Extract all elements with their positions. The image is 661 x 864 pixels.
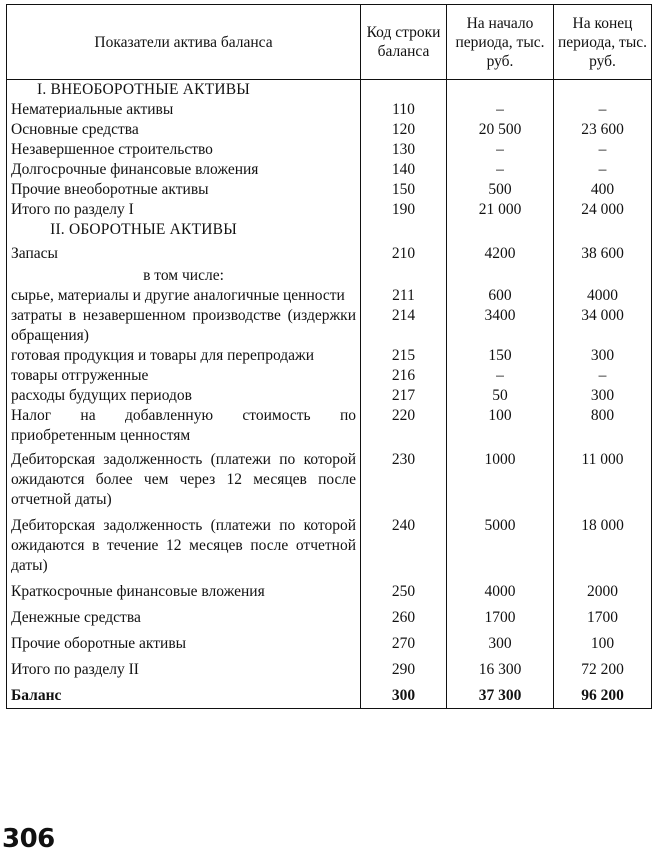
section-title: II. ОБОРОТНЫЕ АКТИВЫ bbox=[7, 220, 361, 240]
row-end: 11 000 bbox=[554, 446, 652, 512]
row-name: Прочие внеоборотные активы bbox=[7, 180, 361, 200]
table-row bbox=[7, 286, 652, 306]
row-name: Запасы bbox=[7, 240, 361, 266]
row-name: Долгосрочные финансовые вложения bbox=[7, 160, 361, 180]
table-row bbox=[7, 406, 652, 446]
table-row bbox=[7, 446, 652, 512]
row-start: – bbox=[447, 160, 554, 180]
row-end: – bbox=[554, 100, 652, 120]
row-start: 21 000 bbox=[447, 200, 554, 220]
table-row bbox=[7, 366, 652, 386]
row-name: Незавершенное строительство bbox=[7, 140, 361, 160]
row-name: Дебиторская задолженность (платежи по которой ожидаются более чем через 12 месяцев после отчетной даты) bbox=[7, 446, 361, 512]
table-row bbox=[7, 604, 652, 630]
row-name: Итого по разделу I bbox=[7, 200, 361, 220]
row-end: 300 bbox=[554, 346, 652, 366]
row-start: 600 bbox=[447, 286, 554, 306]
section-row bbox=[7, 220, 652, 240]
row-name: Баланс bbox=[7, 682, 361, 709]
table-header-row bbox=[7, 5, 652, 80]
row-name: готовая продукция и товары для перепродажи bbox=[7, 346, 361, 366]
table-row bbox=[7, 200, 652, 220]
row-start: 100 bbox=[447, 406, 554, 446]
row-code: 216 bbox=[361, 366, 447, 386]
row-end: 1700 bbox=[554, 604, 652, 630]
table-row bbox=[7, 578, 652, 604]
balance-asset-table bbox=[6, 4, 652, 709]
row-start: 500 bbox=[447, 180, 554, 200]
row-end: – bbox=[554, 160, 652, 180]
row-code: 211 bbox=[361, 286, 447, 306]
subsection-row bbox=[7, 266, 652, 286]
row-code: 110 bbox=[361, 100, 447, 120]
row-start: 1000 bbox=[447, 446, 554, 512]
row-start: 16 300 bbox=[447, 656, 554, 682]
row-name: Налог на добавленную стоимость по приобретенным ценностям bbox=[7, 406, 361, 446]
row-start: 50 bbox=[447, 386, 554, 406]
table-row bbox=[7, 160, 652, 180]
row-code: 214 bbox=[361, 306, 447, 346]
table-row bbox=[7, 140, 652, 160]
row-end: 34 000 bbox=[554, 306, 652, 346]
row-name: Основные средства bbox=[7, 120, 361, 140]
row-name: сырье, материалы и другие аналогичные ценности bbox=[7, 286, 361, 306]
header-code: Код строки баланса bbox=[361, 5, 447, 80]
row-end: 96 200 bbox=[554, 682, 652, 709]
row-end: 18 000 bbox=[554, 512, 652, 578]
table-row bbox=[7, 386, 652, 406]
row-code: 250 bbox=[361, 578, 447, 604]
section-title: I. ВНЕОБОРОТНЫЕ АКТИВЫ bbox=[7, 80, 361, 101]
row-name: Итого по разделу II bbox=[7, 656, 361, 682]
row-code: 230 bbox=[361, 446, 447, 512]
table-row bbox=[7, 120, 652, 140]
row-end: 23 600 bbox=[554, 120, 652, 140]
page-number: 306 bbox=[2, 824, 55, 854]
table-row-total bbox=[7, 682, 652, 709]
row-end: 24 000 bbox=[554, 200, 652, 220]
row-start: – bbox=[447, 100, 554, 120]
section-row bbox=[7, 80, 652, 101]
row-code: 150 bbox=[361, 180, 447, 200]
row-name: Денежные средства bbox=[7, 604, 361, 630]
row-code: 130 bbox=[361, 140, 447, 160]
row-end: 100 bbox=[554, 630, 652, 656]
row-start: – bbox=[447, 366, 554, 386]
table-row bbox=[7, 630, 652, 656]
row-start: 3400 bbox=[447, 306, 554, 346]
table-row bbox=[7, 656, 652, 682]
row-start: 150 bbox=[447, 346, 554, 366]
header-end: На конец периода, тыс. руб. bbox=[554, 5, 652, 80]
table-row bbox=[7, 346, 652, 366]
row-code: 140 bbox=[361, 160, 447, 180]
row-name: Краткосрочные финансовые вложения bbox=[7, 578, 361, 604]
table-row bbox=[7, 240, 652, 266]
row-name: расходы будущих периодов bbox=[7, 386, 361, 406]
row-start: 5000 bbox=[447, 512, 554, 578]
row-name: Прочие оборотные активы bbox=[7, 630, 361, 656]
row-start: 20 500 bbox=[447, 120, 554, 140]
header-name: Показатели актива баланса bbox=[7, 5, 361, 80]
row-code: 120 bbox=[361, 120, 447, 140]
row-start: 300 bbox=[447, 630, 554, 656]
row-name: Нематериальные активы bbox=[7, 100, 361, 120]
row-code: 260 bbox=[361, 604, 447, 630]
row-start: 1700 bbox=[447, 604, 554, 630]
table-row bbox=[7, 512, 652, 578]
row-end: 38 600 bbox=[554, 240, 652, 266]
row-code: 290 bbox=[361, 656, 447, 682]
row-code: 220 bbox=[361, 406, 447, 446]
row-end: 400 bbox=[554, 180, 652, 200]
row-code: 240 bbox=[361, 512, 447, 578]
row-end: 800 bbox=[554, 406, 652, 446]
table-row bbox=[7, 306, 652, 346]
row-start: 4000 bbox=[447, 578, 554, 604]
row-start: 37 300 bbox=[447, 682, 554, 709]
row-end: 300 bbox=[554, 386, 652, 406]
row-end: 2000 bbox=[554, 578, 652, 604]
row-code: 300 bbox=[361, 682, 447, 709]
row-name: затраты в незавершенном производстве (издержки обращения) bbox=[7, 306, 361, 346]
table-row bbox=[7, 180, 652, 200]
table-row bbox=[7, 100, 652, 120]
row-code: 270 bbox=[361, 630, 447, 656]
row-end: 4000 bbox=[554, 286, 652, 306]
including-label: в том числе: bbox=[7, 266, 361, 286]
row-name: товары отгруженные bbox=[7, 366, 361, 386]
row-code: 210 bbox=[361, 240, 447, 266]
row-end: – bbox=[554, 366, 652, 386]
row-code: 217 bbox=[361, 386, 447, 406]
row-end: – bbox=[554, 140, 652, 160]
row-start: – bbox=[447, 140, 554, 160]
row-end: 72 200 bbox=[554, 656, 652, 682]
row-code: 215 bbox=[361, 346, 447, 366]
header-start: На начало периода, тыс. руб. bbox=[447, 5, 554, 80]
row-code: 190 bbox=[361, 200, 447, 220]
row-name: Дебиторская задолженность (платежи по которой ожидаются в течение 12 месяцев после отчетной даты) bbox=[7, 512, 361, 578]
row-start: 4200 bbox=[447, 240, 554, 266]
